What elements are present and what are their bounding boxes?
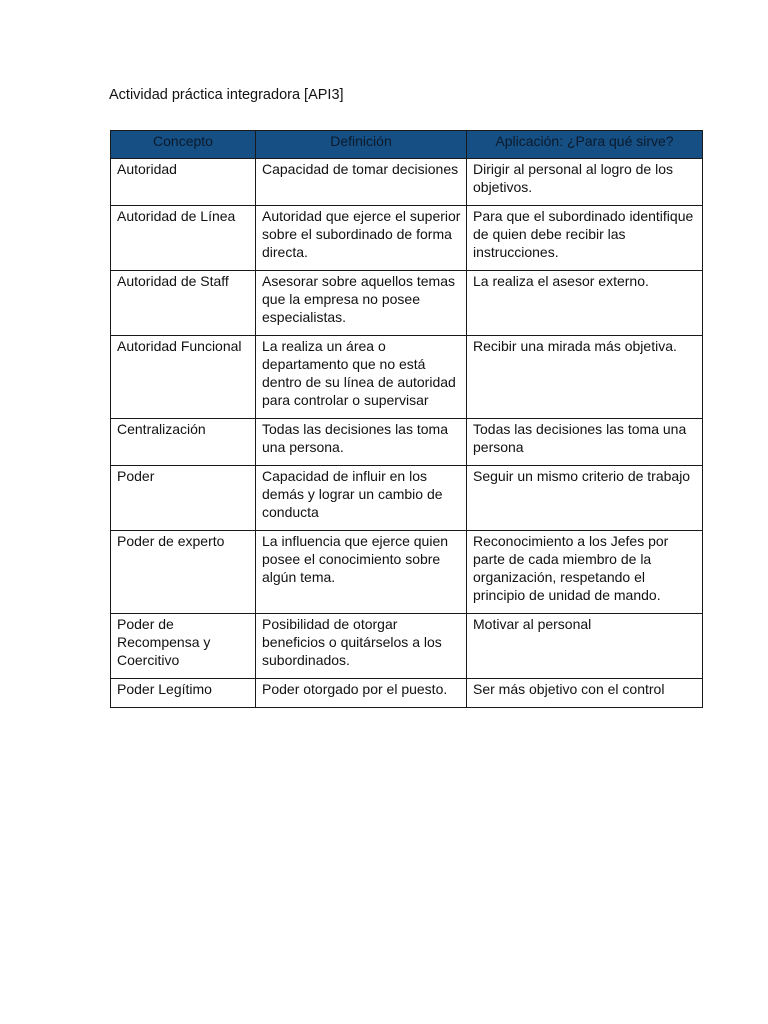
cell-definicion: Todas las decisiones las toma una persona. [256, 419, 467, 466]
cell-definicion: Capacidad de influir en los demás y lograr un cambio de conducta [256, 466, 467, 531]
cell-aplicacion: La realiza el asesor externo. [467, 271, 703, 336]
table-row [111, 206, 703, 271]
table-row [111, 271, 703, 336]
cell-concepto: Centralización [111, 419, 256, 466]
header-aplicacion: Aplicación: ¿Para qué sirve? [467, 131, 703, 159]
cell-concepto: Autoridad de Staff [111, 271, 256, 336]
document-title: Actividad práctica integradora [API3] [109, 87, 344, 103]
cell-definicion: Capacidad de tomar decisiones [256, 159, 467, 206]
cell-concepto: Autoridad [111, 159, 256, 206]
table-header-row [111, 131, 703, 159]
table-row [111, 466, 703, 531]
cell-definicion: Posibilidad de otorgar beneficios o quitárselos a los subordinados. [256, 614, 467, 679]
cell-definicion: La influencia que ejerce quien posee el conocimiento sobre algún tema. [256, 531, 467, 614]
cell-concepto: Autoridad de Línea [111, 206, 256, 271]
table-row [111, 159, 703, 206]
cell-definicion: Autoridad que ejerce el superior sobre el subordinado de forma directa. [256, 206, 467, 271]
cell-concepto: Poder de experto [111, 531, 256, 614]
cell-definicion: Asesorar sobre aquellos temas que la empresa no posee especialistas. [256, 271, 467, 336]
table-row [111, 419, 703, 466]
cell-aplicacion: Todas las decisiones las toma una persona [467, 419, 703, 466]
table-row [111, 614, 703, 679]
cell-concepto: Poder [111, 466, 256, 531]
cell-concepto: Autoridad Funcional [111, 336, 256, 419]
cell-definicion: Poder otorgado por el puesto. [256, 679, 467, 708]
table-row [111, 679, 703, 708]
cell-aplicacion: Recibir una mirada más objetiva. [467, 336, 703, 419]
table-row [111, 531, 703, 614]
header-concepto: Concepto [111, 131, 256, 159]
cell-aplicacion: Para que el subordinado identifique de quien debe recibir las instrucciones. [467, 206, 703, 271]
cell-aplicacion: Ser más objetivo con el control [467, 679, 703, 708]
cell-concepto: Poder de Recompensa y Coercitivo [111, 614, 256, 679]
cell-aplicacion: Motivar al personal [467, 614, 703, 679]
cell-concepto: Poder Legítimo [111, 679, 256, 708]
cell-definicion: La realiza un área o departamento que no está dentro de su línea de autoridad para controlar o supervisar [256, 336, 467, 419]
header-definicion: Definición [256, 131, 467, 159]
cell-aplicacion: Reconocimiento a los Jefes por parte de cada miembro de la organización, respetando el principio de unidad de mando. [467, 531, 703, 614]
cell-aplicacion: Seguir un mismo criterio de trabajo [467, 466, 703, 531]
concept-table [110, 130, 703, 708]
table-row [111, 336, 703, 419]
cell-aplicacion: Dirigir al personal al logro de los objetivos. [467, 159, 703, 206]
